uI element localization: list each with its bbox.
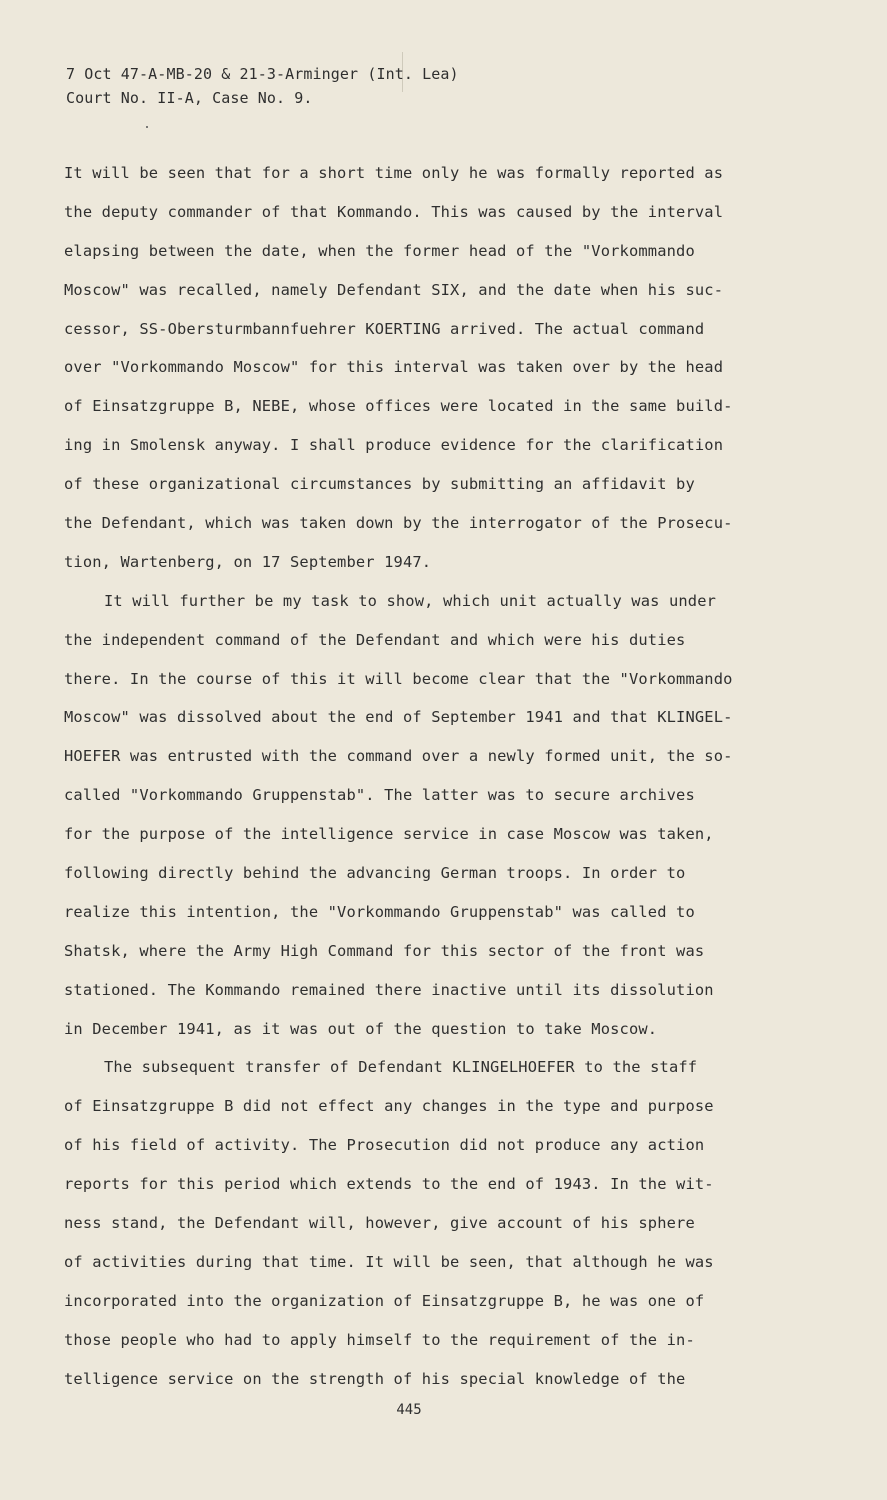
header-line-2: Court No. II-A, Case No. 9.: [66, 89, 313, 107]
text-line: over "Vorkommando Moscow" for this interval was taken over by the head: [64, 358, 724, 377]
text-line: It will further be my task to show, which unit actually was under: [104, 591, 717, 610]
text-line: tion, Wartenberg, on 17 September 1947.: [64, 552, 432, 571]
text-line: in December 1941, as it was out of the question to take Moscow.: [64, 1019, 658, 1038]
text-line: following directly behind the advancing German troops. In order to: [64, 864, 686, 883]
text-line: of Einsatzgruppe B did not effect any changes in the type and purpose: [64, 1097, 714, 1116]
text-line: Moscow" was dissolved about the end of September 1941 and that KLINGEL-: [64, 708, 733, 727]
text-line: of his field of activity. The Prosecution did not produce any action: [64, 1136, 705, 1155]
text-line: Shatsk, where the Army High Command for this sector of the front was: [64, 941, 705, 960]
text-line: The subsequent transfer of Defendant KLINGELHOEFER to the staff: [104, 1058, 698, 1077]
text-line: elapsing between the date, when the former head of the "Vorkommando: [64, 241, 695, 260]
header-line-1: 7 Oct 47-A-MB-20 & 21-3-Arminger (Int. Lea): [66, 65, 459, 83]
text-line: cessor, SS-Obersturmbannfuehrer KOERTING arrived. The actual command: [64, 319, 705, 338]
text-line: of these organizational circumstances by submitting an affidavit by: [64, 475, 695, 494]
text-line: ing in Smolensk anyway. I shall produce evidence for the clarification: [64, 436, 724, 455]
text-line: HOEFER was entrusted with the command over a newly formed unit, the so-: [64, 747, 733, 766]
text-line: Moscow" was recalled, namely Defendant SIX, and the date when his suc-: [64, 280, 724, 299]
text-line: of Einsatzgruppe B, NEBE, whose offices were located in the same build-: [64, 397, 733, 416]
text-line: ness stand, the Defendant will, however, give account of his sphere: [64, 1214, 695, 1233]
text-line: reports for this period which extends to the end of 1943. In the wit-: [64, 1175, 714, 1194]
text-line: stationed. The Kommando remained there inactive until its dissolution: [64, 980, 714, 999]
text-line: incorporated into the organization of Einsatzgruppe B, he was one of: [64, 1291, 705, 1310]
text-line: for the purpose of the intelligence service in case Moscow was taken,: [64, 825, 714, 844]
text-line: those people who had to apply himself to the requirement of the in-: [64, 1330, 695, 1349]
ink-speck: [146, 126, 148, 128]
page-number: 445: [396, 1402, 422, 1418]
text-line: there. In the course of this it will become clear that the "Vorkommando: [64, 669, 733, 688]
document-body: [64, 159, 764, 1404]
text-line: the deputy commander of that Kommando. This was caused by the interval: [64, 202, 724, 221]
text-line: the Defendant, which was taken down by the interrogator of the Prosecu-: [64, 514, 733, 533]
text-line: of activities during that time. It will be seen, that although he was: [64, 1252, 714, 1271]
text-line: the independent command of the Defendant and which were his duties: [64, 630, 686, 649]
text-line: telligence service on the strength of his special knowledge of the: [64, 1369, 686, 1388]
text-line: It will be seen that for a short time only he was formally reported as: [64, 164, 724, 182]
text-line: called "Vorkommando Gruppenstab". The latter was to secure archives: [64, 786, 695, 805]
document-header: [66, 62, 459, 110]
text-line: realize this intention, the "Vorkommando Gruppenstab" was called to: [64, 902, 695, 921]
